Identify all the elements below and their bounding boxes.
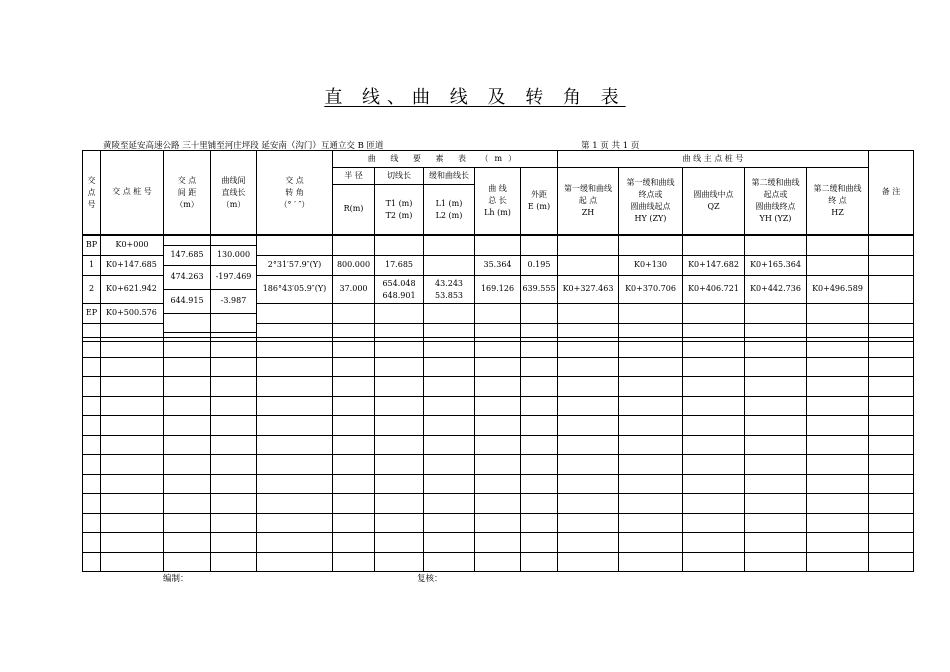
header-hz: 第二缓和曲线 终 点 HZ — [807, 168, 869, 235]
header-tangent-units: T1 (m) T2 (m) — [375, 185, 424, 235]
header-tangent: 切线长 — [375, 168, 424, 185]
interval-3-distance: 644.915 — [164, 290, 211, 314]
table-row — [83, 416, 914, 436]
jd1-deflection: 2°31′57.9″(Y) — [257, 256, 333, 276]
page-info: 第 1 页 共 1 页 — [581, 141, 640, 151]
header-qz: 圆曲线中点 QZ — [683, 168, 745, 235]
jd1-tangent: 17.685 — [375, 256, 424, 276]
table-row — [83, 474, 914, 494]
jd2-radius: 37.000 — [333, 276, 375, 304]
jd2-tangent: 654.048 648.901 — [375, 276, 424, 304]
table-row-bp-station: K0+000 — [101, 236, 164, 256]
jd2-yh: K0+442.736 — [745, 276, 807, 304]
header-radius-unit: R(m) — [333, 185, 375, 235]
header-jd-station: 交 点 桩 号 — [101, 151, 164, 235]
compiled-by-label: 编制： — [163, 574, 189, 584]
interval-1-distance: 147.685 — [164, 246, 211, 266]
header-jd-no: 交 点 号 — [83, 151, 101, 235]
jd2-zh: K0+327.463 — [558, 276, 619, 304]
header-external: 外距 E (m) — [521, 168, 558, 235]
jd2-curve-total: 169.126 — [475, 276, 521, 304]
table-row — [83, 338, 914, 358]
header-tangent-length: 曲线间 直线长 （m） — [211, 151, 257, 235]
header-spiral-units: L1 (m) L2 (m) — [424, 185, 475, 235]
table-row-ep-no: EP — [83, 304, 101, 324]
header-spiral: 缓和曲线长 — [424, 168, 475, 185]
header-zh: 第一缓和曲线 起 点 ZH — [558, 168, 619, 235]
table-row — [83, 552, 914, 572]
interval-2-tangent: -197.469 — [211, 266, 257, 290]
jd1-yh: K0+165.364 — [745, 256, 807, 276]
table-row — [83, 533, 914, 553]
table-row-jd2-no: 2 — [83, 276, 101, 304]
jd2-hz: K0+496.589 — [807, 276, 869, 304]
curve-table-body — [82, 235, 914, 342]
jd1-hy: K0+130 — [619, 256, 683, 276]
table-row — [83, 513, 914, 533]
table-row-ep-station: K0+500.576 — [101, 304, 164, 324]
interval-3-tangent: -3.987 — [211, 290, 257, 314]
table-row — [83, 435, 914, 455]
interval-2-distance: 474.263 — [164, 266, 211, 290]
jd2-deflection: 186°43′05.9″(Y) — [257, 276, 333, 304]
jd2-external: 639.555 — [521, 276, 558, 304]
jd1-curve-total: 35.364 — [475, 256, 521, 276]
jd1-qz: K0+147.682 — [683, 256, 745, 276]
table-row-jd1-no: 1 — [83, 256, 101, 276]
jd1-radius: 800.000 — [333, 256, 375, 276]
header-radius: 半 径 — [333, 168, 375, 185]
interval-1-tangent: 130.000 — [211, 246, 257, 266]
page-title: 直 线、曲 线 及 转 角 表 — [324, 87, 626, 108]
blank-rows — [82, 337, 914, 572]
reviewed-by-label: 复核： — [417, 574, 443, 584]
project-name: 黄陵至延安高速公路 三十里铺至河庄坪段 延安南（沟门）互通立交 B 匝道 — [103, 141, 384, 151]
table-row — [83, 494, 914, 514]
jd2-hy: K0+370.706 — [619, 276, 683, 304]
table-row-bp-no: BP — [83, 236, 101, 256]
header-deflection: 交 点 转 角 （° ′ ″） — [257, 151, 333, 235]
header-remarks: 备 注 — [869, 151, 914, 235]
table-row — [83, 396, 914, 416]
header-jd-distance: 交 点 间 距 （m） — [164, 151, 211, 235]
jd1-external: 0.195 — [521, 256, 558, 276]
table-row — [83, 377, 914, 397]
header-yh: 第二缓和曲线 起点或 圆曲线终点 YH (YZ) — [745, 168, 807, 235]
table-row — [83, 357, 914, 377]
table-row-jd1-station: K0+147.685 — [101, 256, 164, 276]
header-main-points: 曲 线 主 点 桩 号 — [558, 151, 869, 168]
jd2-qz: K0+406.721 — [683, 276, 745, 304]
header-curve-elements: 曲 线 要 素 表 （m） — [333, 151, 558, 168]
curve-table — [82, 150, 914, 235]
jd2-spiral: 43.243 53.853 — [424, 276, 475, 304]
header-curve-total: 曲 线 总 长 Lh (m) — [475, 168, 521, 235]
table-row-jd2-station: K0+621.942 — [101, 276, 164, 304]
header-hy: 第一缓和曲线 终点或 圆曲线起点 HY (ZY) — [619, 168, 683, 235]
table-row — [83, 455, 914, 475]
